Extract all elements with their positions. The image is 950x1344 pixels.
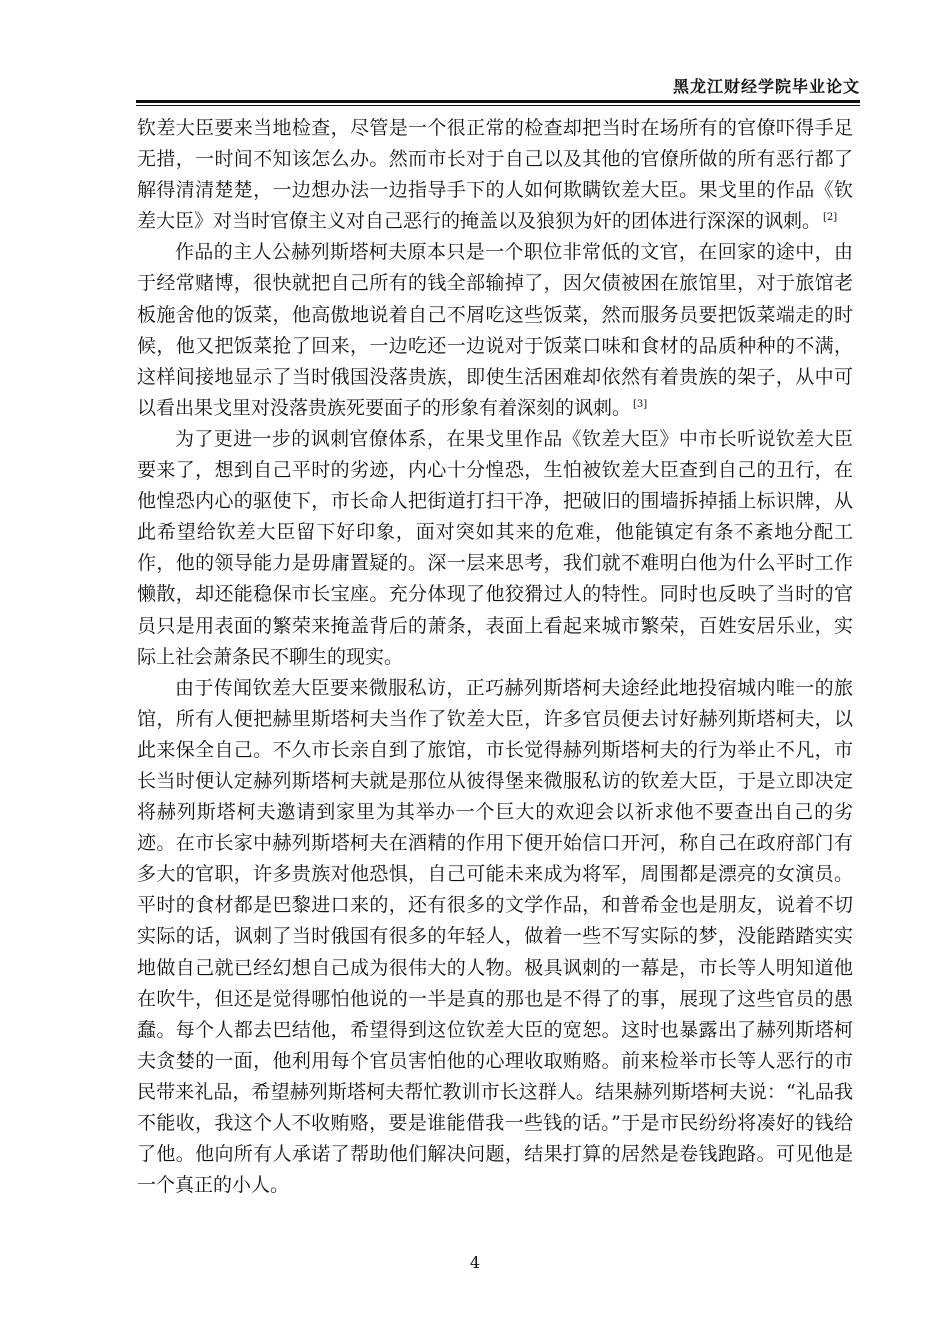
paragraph-4-text: 由于传闻钦差大臣要来微服私访，正巧赫列斯塔柯夫途经此地投宿城内唯一的旅馆，所有人便把赫里斯塔柯夫当作了钦差大臣，许多官员便去讨好赫列斯塔柯夫，以此来保全自己。不久市长亲自到了旅馆，市长觉得赫列斯塔柯夫的行为举止不凡，市长当时便认定赫列斯塔柯夫就是那位从彼得堡来微服私访的钦差大臣，于是立即决定将赫列斯塔柯夫邀请到家里为其举办一个巨大的欢迎会以祈求他不要查出自己的劣迹。在市长家中赫列斯塔柯夫在酒精的作用下便开始信口开河，称自己在政府部门有多大的官职，许多贵族对他恐惧，自己可能未来成为将军，周围都是漂亮的女演员。平时的食材都是巴黎进口来的，还有很多的文学作品，和普希金也是朋友，说着不切实际的话，讽刺了当时俄国有很多的年轻人，做着一些不写实际的梦，没能踏踏实实地做自己就已经幻想自己成为很伟大的人物。极具讽刺的一幕是，市长等人明知道他在吹牛，但还是觉得哪怕他说的一半是真的那也是不得了的事，展现了这些官员的愚蠢。每个人都去巴结他，希望得到这位钦差大臣的宽恕。这时也暴露出了赫列斯塔柯夫贪婪的一面，他利用每个官员害怕他的心理收取贿赂。前来检举市长等人恶行的市民带来礼品，希望赫列斯塔柯夫帮忙教训市长这群人。结果赫列斯塔柯夫说：“礼品我不能收，我这个人不收贿赂，要是谁能借我一些钱的话。”于是市民纷纷将凑好的钱给了他。他向所有人承诺了帮助他们解决问题，结果打算的居然是卷钱跑路。可见他是一个真正的小人。 xyxy=(137,676,853,1197)
paragraph-1 xyxy=(137,113,853,237)
citation-ref-2: [2] xyxy=(823,211,838,223)
paragraph-2-text: 作品的主人公赫列斯塔柯夫原本只是一个职位非常低的文官，在回家的途中，由于经常赌博，很快就把自己所有的钱全部输掉了，因欠债被困在旅馆里，对于旅馆老板施舍他的饭菜，他高傲地说着自己不屑吃这些饭菜，然而服务员要把饭菜端走的时候，他又把饭菜抢了回来，一边吃还一边说对于饭菜口味和食材的品质种种的不满，这样间接地显示了当时俄国没落贵族，即使生活困难却依然有着贵族的架子，从中可以看出果戈里对没落贵族死要面子的形象有着深刻的讽刺。 xyxy=(137,241,853,419)
paragraph-4 xyxy=(137,673,853,1202)
paragraph-3-text: 为了更进一步的讽刺官僚体系，在果戈里作品《钦差大臣》中市长听说钦差大臣要来了，想到自己平时的劣迹，内心十分惶恐，生怕被钦差大臣查到自己的丑行，在他惶恐内心的驱使下，市长命人把街道打扫干净，把破旧的围墙拆掉插上标识牌，从此希望给钦差大臣留下好印象，面对突如其来的危难，他能镇定有条不紊地分配工作，他的领导能力是毋庸置疑的。深一层来思考，我们就不难明白他为什么平时工作懒散，却还能稳保市长宝座。充分体现了他狡猾过人的特性。同时也反映了当时的官员只是用表面的繁荣来掩盖背后的萧条，表面上看起来城市繁荣，百姓安居乐业，实际上社会萧条民不聊生的现实。 xyxy=(137,427,853,668)
paragraph-2 xyxy=(137,237,853,424)
header-rule-thin xyxy=(136,105,860,106)
citation-ref-3: [3] xyxy=(633,398,648,410)
body-text xyxy=(137,113,853,1201)
paragraph-3 xyxy=(137,424,853,673)
header-rule-thick xyxy=(136,100,860,103)
page-number: 4 xyxy=(469,1253,481,1272)
page-header xyxy=(136,76,860,104)
header-title: 黑龙江财经学院毕业论文 xyxy=(672,77,860,96)
paragraph-1-text: 钦差大臣要来当地检查，尽管是一个很正常的检查却把当时在场所有的官僚吓得手足无措，一时间不知该怎么办。然而市长对于自己以及其他的官僚所做的所有恶行都了解得清清楚楚，一边想办法一边指导手下的人如何欺瞒钦差大臣。果戈里的作品《钦差大臣》对当时官僚主义对自己恶行的掩盖以及狼狈为奸的团体进行深深的讽刺。 xyxy=(137,117,853,233)
